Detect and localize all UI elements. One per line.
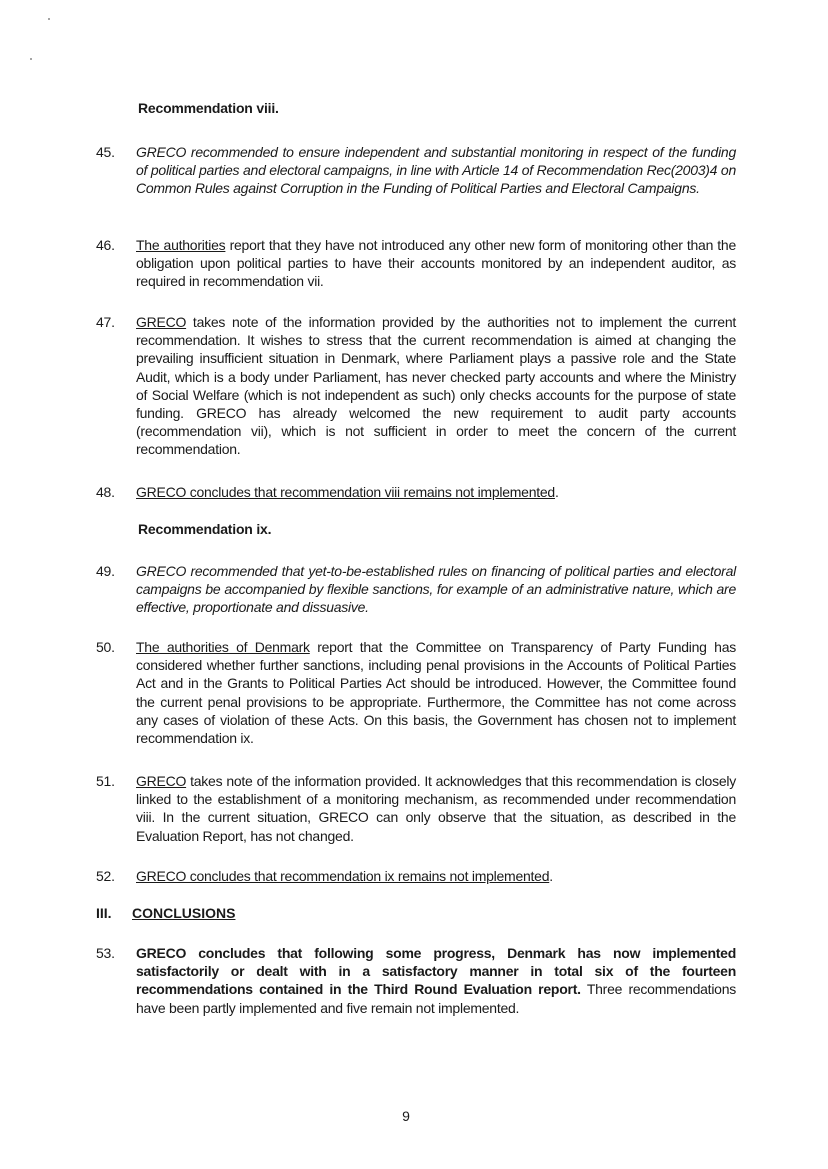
conclusion-text: GRECO concludes that recommendation viii remains not implemented bbox=[136, 484, 555, 500]
paragraph-number: 50. bbox=[96, 639, 115, 655]
paragraph-lead: GRECO bbox=[136, 773, 187, 789]
paragraph-51 bbox=[96, 772, 736, 845]
paragraph-number: 47. bbox=[96, 314, 115, 330]
paragraph-number: 49. bbox=[96, 563, 115, 579]
paragraph-number: 48. bbox=[96, 484, 115, 500]
scan-speck bbox=[30, 58, 32, 60]
paragraph-49 bbox=[96, 562, 736, 617]
conclusion-bold-text: GRECO concludes that following some progress, Denmark has now implemented satisfactorily or dealt with in a satisfactory manner in total six of the fourteen recommendations contained in the Third Round Evaluation report. bbox=[136, 945, 736, 998]
paragraph-52 bbox=[96, 867, 736, 885]
conclusion-tail: . bbox=[549, 868, 553, 884]
paragraph-45 bbox=[96, 143, 736, 198]
paragraph-number: 53. bbox=[96, 945, 115, 961]
paragraph-lead: GRECO bbox=[136, 314, 187, 330]
scan-speck bbox=[48, 18, 50, 20]
paragraph-number: 46. bbox=[96, 237, 115, 253]
paragraph-50 bbox=[96, 638, 736, 747]
recommendation-ix-heading: Recommendation ix. bbox=[138, 521, 272, 537]
paragraph-47 bbox=[96, 313, 736, 459]
paragraph-text: Three recommendations have been partly implemented and five remain not implemented. bbox=[136, 981, 736, 1016]
paragraph-number: 52. bbox=[96, 868, 115, 884]
paragraph-text: takes note of the information provided. It acknowledges that this recommendation is closely linked to the establishment of a monitoring mechanism, as recommended under recommendation viii. In the current situation, GRECO can only observe that the situation, as described in the Evaluation Report, has not changed. bbox=[136, 773, 736, 844]
conclusion-text: GRECO concludes that recommendation ix remains not implemented bbox=[136, 868, 550, 884]
recommendation-viii-heading: Recommendation viii. bbox=[138, 100, 279, 116]
paragraph-number: 51. bbox=[96, 773, 115, 789]
section-number: III. bbox=[96, 905, 112, 921]
paragraph-46 bbox=[96, 236, 736, 291]
recommendation-text: GRECO recommended that yet-to-be-established rules on financing of political parties and electoral campaigns be accompanied by flexible sanctions, for example of an administrative nature, which are effective, proportionate and dissuasive. bbox=[136, 563, 736, 616]
paragraph-text: report that they have not introduced any other new form of monitoring other than the obligation upon political parties to have their accounts monitored by an independent auditor, as required in recommendation vii. bbox=[136, 237, 736, 290]
section-title: CONCLUSIONS bbox=[132, 905, 236, 921]
paragraph-text: takes note of the information provided by the authorities not to implement the current recommendation. It wishes to stress that the current recommendation is aimed at changing the prevailing insufficient situation in Denmark, where Parliament plays a passive role and the State Audit, which is a body under Parliament, has never checked party accounts and where the Ministry of Social Welfare (which is not independent as such) only checks accounts for the purpose of state funding. GRECO has already welcomed the new requirement to audit party accounts (recommendation vii), which is not sufficient in order to meet the concern of the current recommendation. bbox=[136, 314, 736, 458]
paragraph-48 bbox=[96, 483, 736, 501]
paragraph-lead: The authorities bbox=[136, 237, 226, 253]
paragraph-lead: The authorities of Denmark bbox=[136, 639, 310, 655]
conclusion-tail: . bbox=[554, 484, 559, 500]
recommendation-text: GRECO recommended to ensure independent and substantial monitoring in respect of the funding of political parties and electoral campaigns, in line with Article 14 of Recommendation Rec(2003)4 on Common Rules against Corruption in the Funding of Political Parties and Electoral Campaigns. bbox=[136, 144, 736, 197]
paragraph-53 bbox=[96, 944, 736, 1017]
page-number: 9 bbox=[402, 1108, 410, 1124]
paragraph-number: 45. bbox=[96, 144, 115, 160]
paragraph-text: report that the Committee on Transparency of Party Funding has considered whether further sanctions, including penal provisions in the Accounts of Political Parties Act and in the Grants to Political Parties Act should be introduced. However, the Committee found the current penal provisions to be appropriate. Furthermore, the Committee has not come across any cases of violation of these Acts. On this basis, the Government has chosen not to implement recommendation ix. bbox=[136, 639, 736, 747]
